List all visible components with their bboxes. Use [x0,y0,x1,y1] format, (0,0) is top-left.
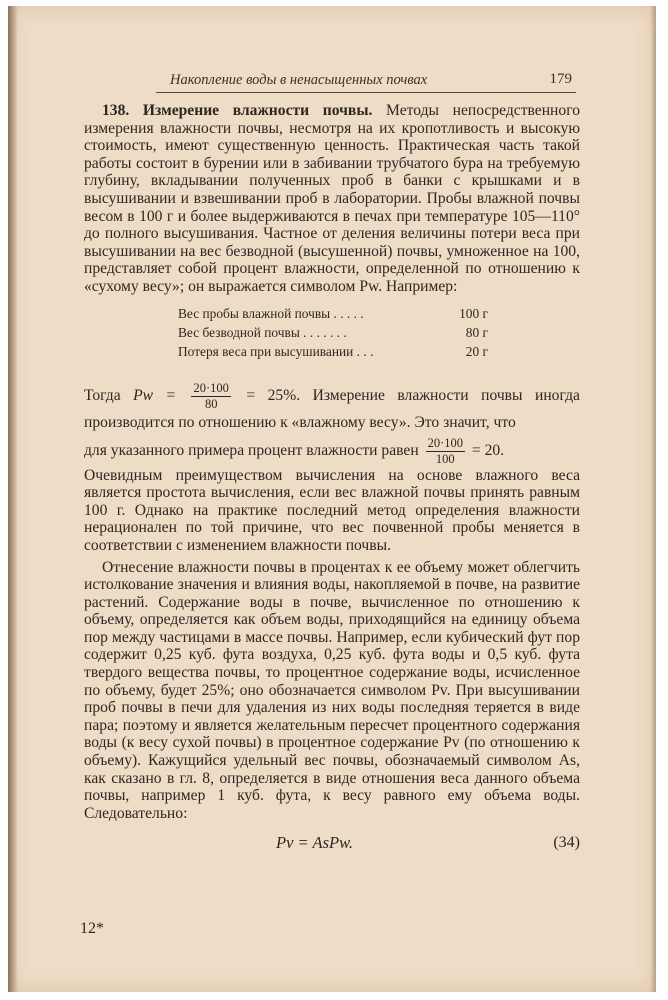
table-row [178,342,488,361]
table-value: 20 г [465,343,488,359]
formula-line-1 [84,381,580,434]
fraction-numerator: 20·100 [427,435,463,450]
formula-rhs: = 25%. [246,386,301,404]
fraction-denominator: 100 [435,451,455,466]
table-row [178,323,488,342]
table-label: Вес безводной почвы . . . . . . . [178,324,347,340]
formula-lead: Тогда [84,386,121,404]
paragraph-3: Отнесение влажности почвы в процентах к ее объему может облегчить истолкование значения и влияния воды, накопляемой в почве, на развитие растений. Содержание воды в почве, вычисленное по отношению к объему, определяется как объем воды, приходящийся на единицу объема пор между частицами в массе почвы. Например, если кубический фут пор содержит 0,25 куб. фута воздуха, 0,25 куб. фута воды и 0,5 куб. фута твердого вещества почвы, то процентное содержание воды, исчисленное по объему, будет 25%; оно обозначается символом Pv. При высушивании проб почвы в печи для удаления из них воды последняя теряется в виде пара; поэтому и является желательным пересчет процентного содержания воды (к весу сухой почвы) в процентное содержание Pv (по отношению к объему). Кажущийся удельный вес почвы, обозначаемый символом As, как сказано в гл. 8, определяется в виде отношения веса данного объема почвы, например 1 куб. фута, к весу равного ему объема воды. Следовательно: [84,558,580,822]
formula-line-2 [84,436,580,467]
equation-number: (34) [553,834,580,852]
page-edge [650,6,656,992]
book-page [8,6,656,992]
table-label: Потеря веса при высушивании . . . [178,343,374,359]
table-value: 100 г [459,305,488,321]
equation-34 [84,828,580,858]
equation-formula: Pv = AsPw. [276,833,353,853]
signature-mark: 12* [80,920,104,937]
paragraph-2: Очевидным преимуществом вычисления на основе влажного веса является простота вычисления, если вес влажной почвы принять равным 100 г. Однако на практике последний метод определения влажности нерационален по той причине, что вес почвенной пробы меняется в соответствии с изменением влажности почвы. [84,466,580,554]
example-table [178,304,488,361]
section-heading: 138. Измерение влажности почвы. [102,102,373,119]
fraction-denominator: 80 [204,396,218,411]
fraction [191,381,230,412]
formula-lhs: Pw = [133,386,177,404]
table-row [178,304,488,323]
page-number: 179 [549,71,572,87]
fraction-numerator: 20·100 [193,380,229,395]
page-body [84,102,580,858]
paragraph-1 [84,102,580,296]
paragraph-1-text: Методы непосредственного измерения влажности почвы, несмотря на их кропотливость и высокую стоимость, имеют существенную ценность. Практическая часть такой работы состоит в бурении или в забивании трубчатого бура на требуемую глубину, вкладывании полученных проб в банки с крышками и в высушивании и взвешивании проб в лаборатории. Пробы влажной почвы весом в 100 г и более выдерживаются в печах при температуре 105—110° до полного высушивания. Частное от деления величины потери веса при высушивании на вес безводной (высушенной) почвы, умноженное на 100, представляет собой процент влажности, определенной по отношению к «сухому весу»; он выражается символом Pw. Например: [84,102,580,295]
formula-lead: для указанного примера процент влажности равен [84,441,419,459]
binding-shadow [8,6,18,992]
table-value: 80 г [465,324,488,340]
table-label: Вес пробы влажной почвы . . . . . [178,305,364,321]
fraction [426,436,465,467]
formula-tail: Измерение влажности почвы иногда производится по отношению к «влажному весу». Это значит, что [84,386,580,431]
formula-rhs: = 20. [471,441,505,459]
header-title: Накопление воды в ненасыщенных почвах [170,72,428,88]
running-header [156,70,576,93]
